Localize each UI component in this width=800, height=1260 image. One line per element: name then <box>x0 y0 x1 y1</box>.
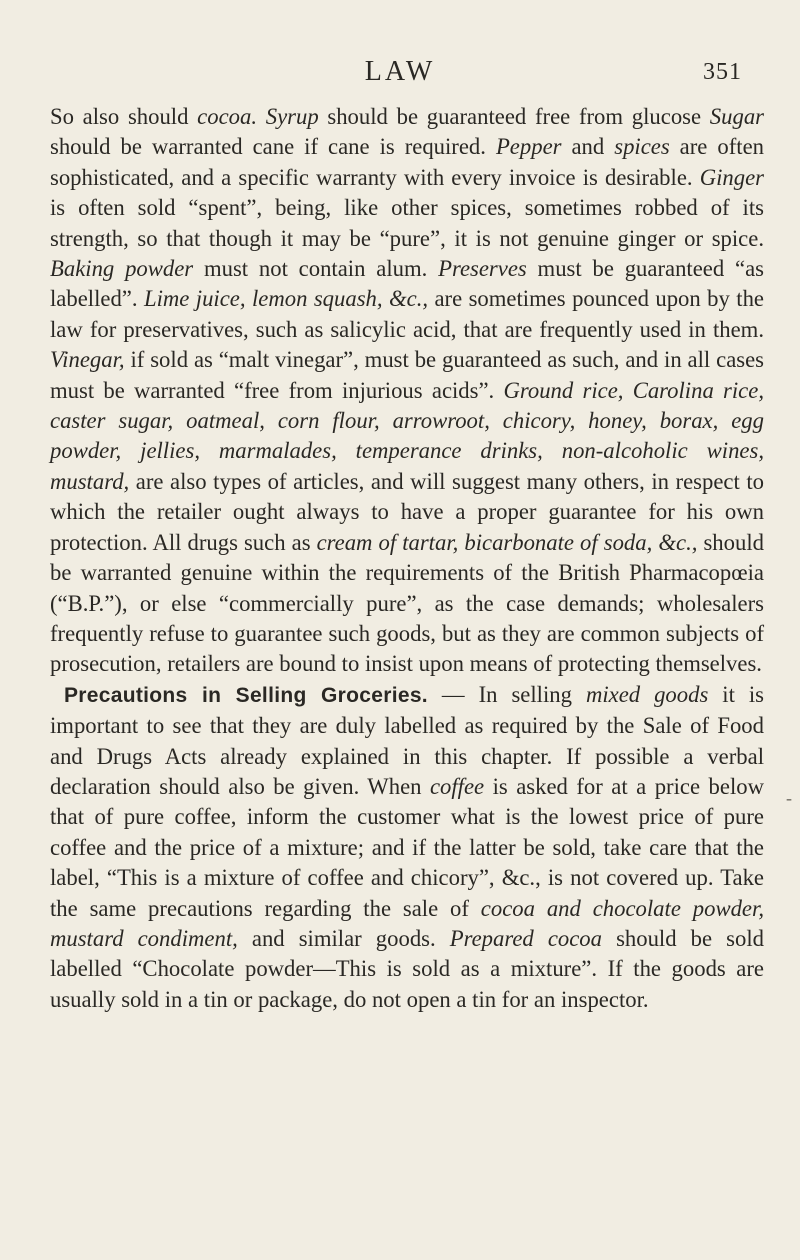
margin-mark: - <box>786 788 792 808</box>
italic-term: cocoa. <box>197 104 258 129</box>
italic-term: coffee <box>429 773 485 799</box>
italic-term: Sugar <box>709 104 764 129</box>
page-number: 351 <box>703 59 742 85</box>
italic-term: Pepper <box>495 134 562 160</box>
text-run: should be warranted genuine within the requirements of the British Pharmacopœia (“B.P.”), or else “commercially pure”, as the case demands; wholesalers frequently refuse to guarantee such goods, but as they are common subjects of prosecution, retailers are bound to insist upon means of protecting themselves. <box>50 529 764 677</box>
section-heading: Precautions in Selling Groceries. <box>64 683 428 707</box>
text-run: should be sold labelled “Chocolate powder—This is sold as a mixture”. If the goods are usually sold in a tin or package, do not open a tin for an inspector. <box>50 925 764 1012</box>
italic-term: Prepared cocoa <box>449 925 602 951</box>
italic-term: cream of tartar, bicarbonate of soda, &c., <box>316 529 698 555</box>
running-title: LAW <box>364 56 436 87</box>
body-text <box>50 102 764 1015</box>
paragraph-precautions <box>50 680 764 1015</box>
italic-term: Ground rice, Carolina rice, caster sugar, oatmeal, corn flour, arrowroot, chicory, honey, borax, egg powder, jellies, marmalades, temperance drinks, non-alcoholic wines, mustard, <box>50 377 764 494</box>
text-run: if sold as “malt vinegar”, must be guaranteed as such, and in all cases must be warranted “free from injurious acids”. <box>50 347 764 403</box>
italic-term: Lime juice, lemon squash, &c., <box>143 286 429 312</box>
italic-term: Ginger <box>699 164 764 190</box>
text-run: must not contain alum. <box>193 256 439 282</box>
italic-term: Syrup <box>265 104 319 129</box>
italic-term: Preserves <box>438 256 527 282</box>
text-run: is often sold “spent”, being, like other spices, sometimes robbed of its strength, so that though it may be “pure”, it is not genuine ginger or spice. <box>50 195 764 251</box>
text-run: So also should <box>50 104 198 129</box>
text-run: is asked for at a price below that of pure coffee, inform the customer what is the lowest price of pure coffee and the price of a mixture; and if the latter be sold, take care that the label, “This is a mixture of coffee and chicory”, &c., is not covered up. Take the same precautions regarding the sale of <box>50 773 764 921</box>
text-run: should be guaranteed free from glucose <box>318 104 710 129</box>
text-run: should be warranted cane if cane is required. <box>50 134 496 160</box>
text-run: — In selling <box>427 681 586 707</box>
text-run: are also types of articles, and will suggest many others, in respect to which the retailer ought always to have a proper guarantee for his own protection. All drugs such as <box>50 468 764 555</box>
text-run <box>257 104 266 129</box>
text-run: and <box>561 134 615 160</box>
paragraph-legal-warranties <box>50 102 764 680</box>
text-run: must be guaranteed “as labelled”. <box>50 256 764 312</box>
italic-term: mixed goods <box>585 681 709 707</box>
italic-term: cocoa and chocolate powder, mustard condiment, <box>50 895 764 951</box>
text-run: are sometimes pounced upon by the law for preservatives, such as salicylic acid, that are frequently used in them. <box>50 286 764 342</box>
text-run: it is important to see that they are duly labelled as required by the Sale of Food and Drugs Acts already explained in this chapter. If possible a verbal declaration should also be given. When <box>50 681 764 799</box>
text-run: are often sophisticated, and a specific warranty with every invoice is desirable. <box>50 134 764 190</box>
running-head <box>0 52 800 92</box>
italic-term: spices <box>614 134 670 160</box>
italic-term: Baking powder <box>50 256 194 282</box>
text-run: and similar goods. <box>237 925 450 951</box>
italic-term: Vinegar, <box>50 347 125 373</box>
